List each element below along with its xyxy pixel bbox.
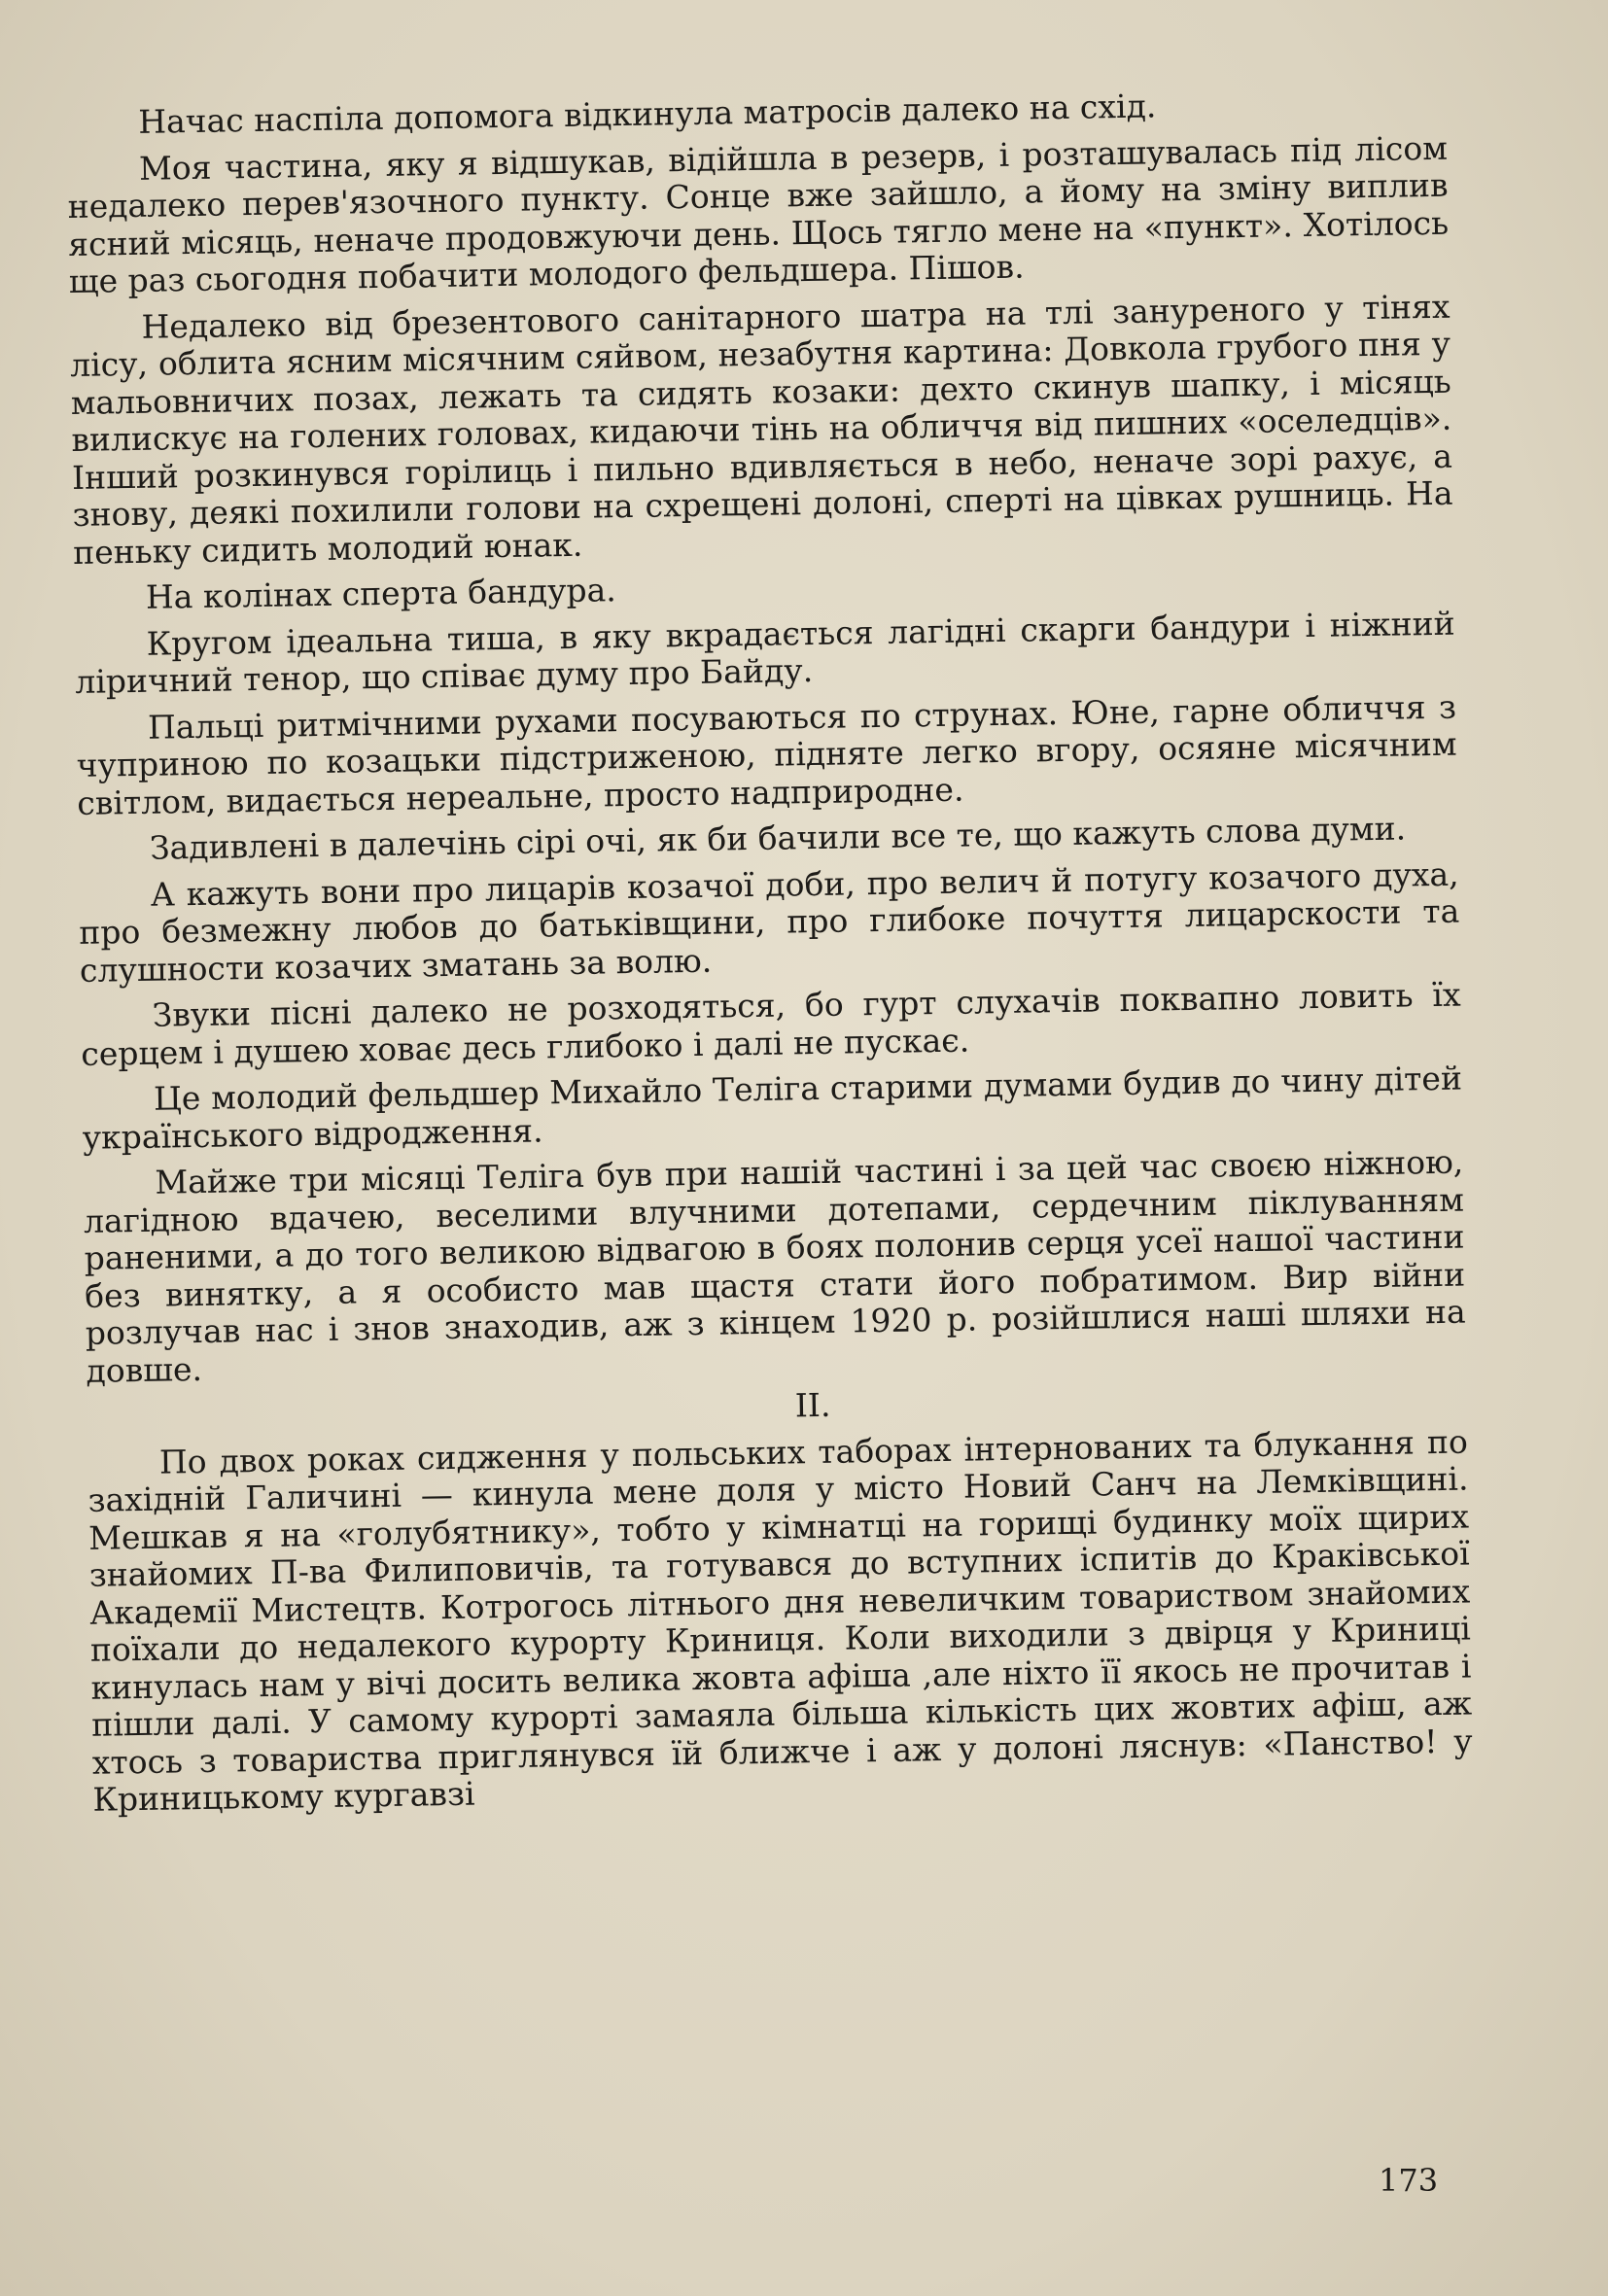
paragraph: Майже три місяці Теліга був при нашій частині і за цей час своєю ніжною, лагідною вдачею, веселими влучними дотепами, сердечним піклуванням раненими, а до того великою відвагою в боях полонив серця усеї нашої частини без винятку, а я особисто мав щастя стати його побратимом. Вир війни розлучав нас і знов знаходив, аж з кінцем 1920 р. розійшлися наші шляхи на довше.: [83, 1142, 1466, 1390]
paragraph: Начас наспіла допомога відкинула матросів далеко на схід.: [137, 87, 1157, 141]
paragraph: Задивлені в далечінь сірі очі, як би бачили все те, що кажуть слова думи.: [149, 809, 1407, 867]
paragraph: Звуки пісні далеко не розходяться, бо гурт слухачів поквапно ловить їх серцем і душею ховає десь глибоко і далі не пускає.: [81, 975, 1461, 1073]
paragraph: Моя частина, яку я відшукав, відійшла в резерв, і розташувалась під лісом недалеко перев'язочного пункту. Сонце вже зайшло, а йому на зміну виплив ясний місяць, неначе продовжуючи день. Щось тягло мене на «пункт». Хотілось ще раз сьогодня побачити молодого фельдшера. Пішов.: [67, 128, 1450, 300]
paragraph: Це молодий фельдшер Михайло Теліга старими думами будив до чину дітей українського відродження.: [82, 1059, 1463, 1157]
paragraph: А кажуть вони про лицарів козачої доби, про велич й потугу козачого духа, про безмежну любов до батьківщини, про глибоке почуття лицарскости та слушности козачих зматань за волю.: [79, 854, 1460, 990]
paragraph: По двох роках сидження у польських таборах інтернованих та блукання по західній Галичині — кинула мене доля у місто Новий Санч на Лемківщині. Мешкав я на «голубятнику», тобто у кімнатці на горищі будинку моїх щирих знайомих П-ва Филиповичів, та готувався до вступних іспитів до Краківської Академії Мистецтв. Котрогось літнього дня невеличким товариством знайомих поїхали до недалекого курорту Криниця. Коли виходили з двірця у Криниці кинулась нам у вічі досить велика жовта афіша ,але ніхто її якось не прочитав і пішли далі. У самому курорті замаяла більша кількість цих жовтих афіш, аж хтось з товариства приглянувся їй ближче і аж у долоні ляснув: «Панство! у Криницькому кургавзі: [87, 1422, 1473, 1819]
paragraph: Недалеко від брезентового санітарного шатра на тлі зануреного у тінях лісу, облита ясним місячним сяйвом, незабутня картина: Довкола грубого пня у мальовничих позах, лежать та сидять козаки: дехто скинув шапку, і місяць вилискує на голених головах, кидаючи тінь на обличчя від пишних «оселедців». Інший розкинувся горілиць і пильно вдивляється в небо, неначе зорі рахує, а знову, деякі похилили голови на схрещені долоні, сперті на цівках рушниць. На пеньку сидить молодий юнак.: [69, 287, 1453, 572]
paragraph: На колінах сперта бандура.: [145, 571, 617, 616]
page-text-block: [66, 84, 1474, 1828]
page-number: 173: [1379, 2162, 1439, 2199]
section-heading: II.: [794, 1385, 831, 1425]
paragraph: Пальці ритмічними рухами посуваються по струнах. Юне, гарне обличчя з чуприною по козацьки підстриженою, підняте легко вгору, осяяне місячним світлом, видається нереальне, просто надприродне.: [76, 687, 1457, 822]
paragraph: Кругом ідеальна тиша, в яку вкрадається лагідні скарги бандури і ніжний ліричний тенор, що співає думу про Байду.: [75, 604, 1455, 701]
